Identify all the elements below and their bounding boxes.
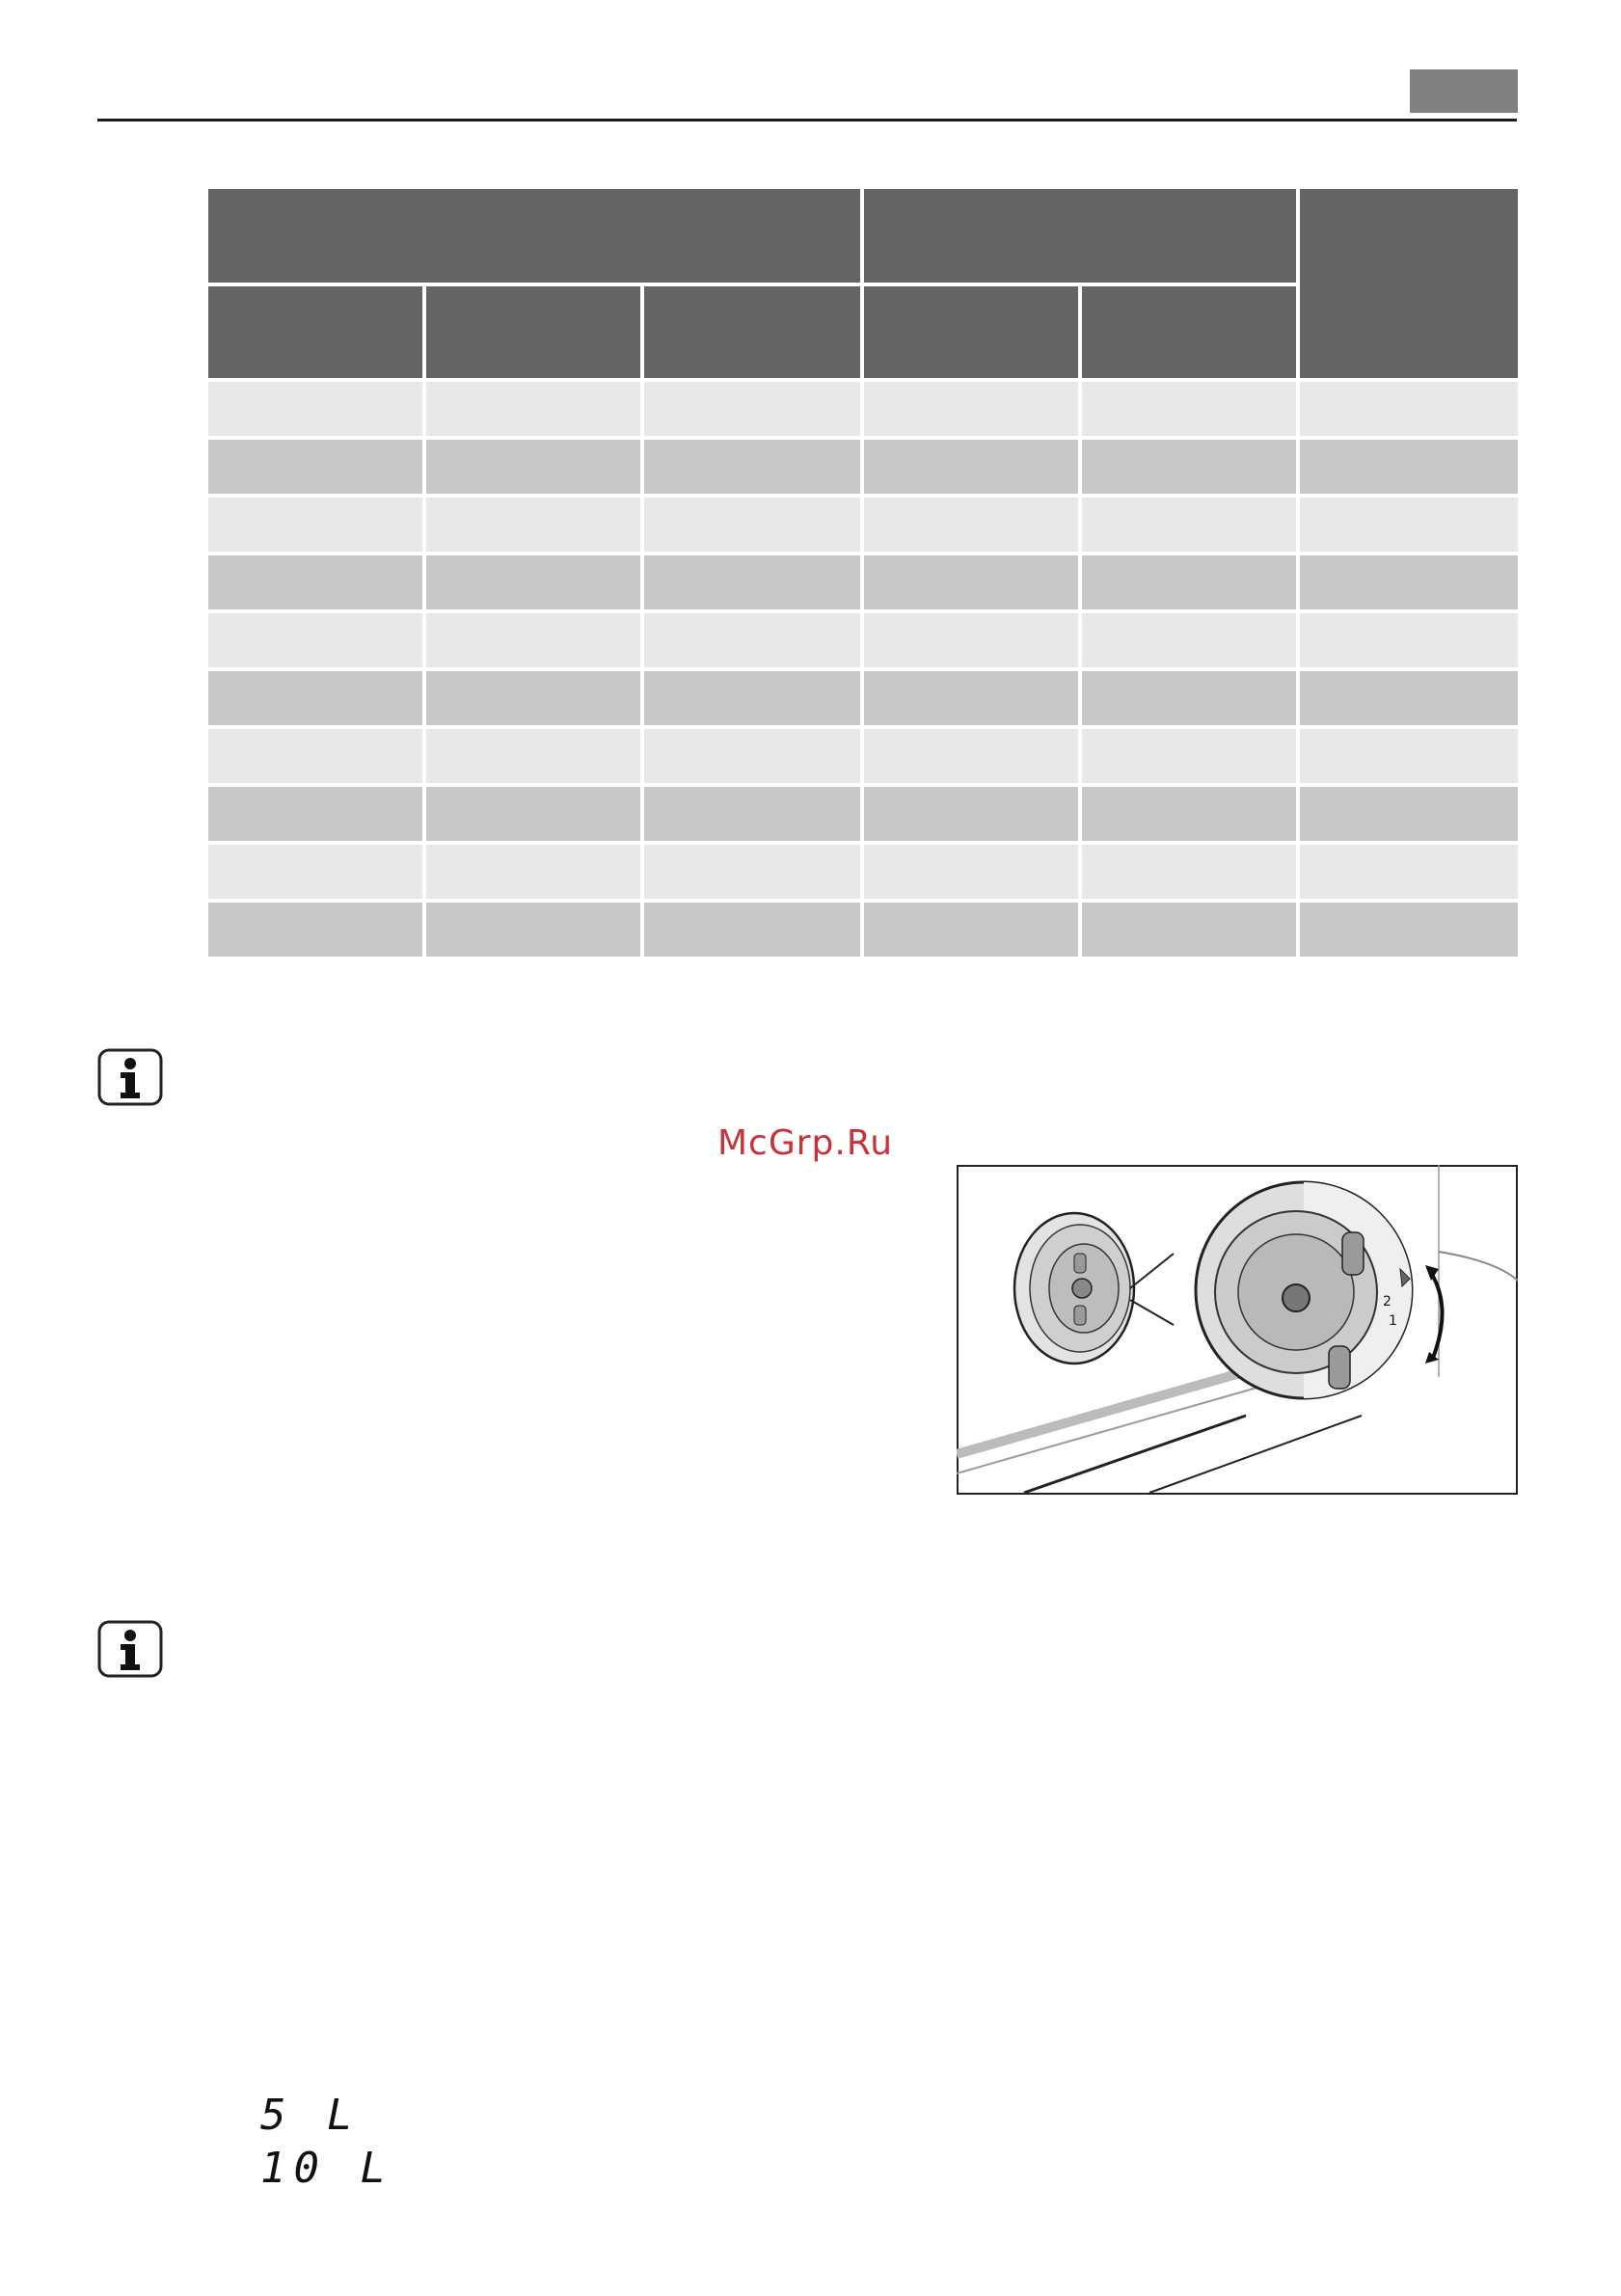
table-cell bbox=[1300, 671, 1518, 725]
table-cell bbox=[426, 845, 640, 899]
header-rule bbox=[97, 119, 1517, 122]
info-icon bbox=[97, 1048, 163, 1106]
table-header-group-1 bbox=[208, 189, 860, 283]
table-cell bbox=[208, 498, 422, 552]
table-cell bbox=[1082, 845, 1296, 899]
table-cell bbox=[864, 729, 1078, 783]
table-cell bbox=[208, 382, 422, 436]
table-cell bbox=[208, 555, 422, 609]
table-cell bbox=[1300, 845, 1518, 899]
table-cell bbox=[1082, 440, 1296, 494]
table-cell bbox=[426, 613, 640, 667]
table-cell bbox=[1082, 498, 1296, 552]
table-cell bbox=[208, 613, 422, 667]
table-cell bbox=[1082, 382, 1296, 436]
table-cell bbox=[208, 440, 422, 494]
table-cell bbox=[644, 903, 860, 957]
table-cell bbox=[1300, 382, 1518, 436]
table-cell bbox=[1300, 729, 1518, 783]
table-header-group-2 bbox=[864, 189, 1296, 283]
table-cell bbox=[644, 498, 860, 552]
table-cell bbox=[1300, 787, 1518, 841]
table-cell bbox=[426, 498, 640, 552]
softener-dial-illustration bbox=[957, 1165, 1518, 1495]
table-cell bbox=[864, 440, 1078, 494]
table-cell bbox=[644, 555, 860, 609]
table-cell bbox=[644, 729, 860, 783]
table-header-col-3 bbox=[644, 286, 860, 378]
table-cell bbox=[864, 613, 1078, 667]
table-cell bbox=[1082, 787, 1296, 841]
table-cell bbox=[1300, 903, 1518, 957]
table-cell bbox=[208, 903, 422, 957]
table-cell bbox=[208, 671, 422, 725]
table-cell bbox=[644, 613, 860, 667]
table-cell bbox=[1082, 903, 1296, 957]
info-icon bbox=[97, 1620, 163, 1678]
table-cell bbox=[426, 787, 640, 841]
small-dial bbox=[1014, 1213, 1134, 1364]
table-cell bbox=[426, 903, 640, 957]
table-cell bbox=[1300, 498, 1518, 552]
table-header-col-5 bbox=[1082, 286, 1296, 378]
table-cell bbox=[644, 671, 860, 725]
table-cell bbox=[1082, 613, 1296, 667]
table-header-col-2 bbox=[426, 286, 640, 378]
table-cell bbox=[864, 787, 1078, 841]
table-cell bbox=[1082, 729, 1296, 783]
table-cell bbox=[644, 787, 860, 841]
table-cell bbox=[208, 845, 422, 899]
table-header-setting bbox=[1300, 189, 1518, 378]
table-cell bbox=[644, 845, 860, 899]
dial-label-1: 1 bbox=[1389, 1313, 1397, 1329]
watermark: McGrp.Ru bbox=[717, 1123, 894, 1163]
table-cell bbox=[864, 845, 1078, 899]
table-cell bbox=[864, 555, 1078, 609]
table-cell bbox=[208, 787, 422, 841]
dial-label-2: 2 bbox=[1383, 1294, 1391, 1310]
table-cell bbox=[864, 671, 1078, 725]
display-reading-5l: 5 L bbox=[260, 2091, 361, 2140]
table-cell bbox=[1082, 671, 1296, 725]
table-cell bbox=[426, 555, 640, 609]
table-cell bbox=[864, 903, 1078, 957]
table-cell bbox=[1300, 555, 1518, 609]
table-cell bbox=[426, 382, 640, 436]
table-header-col-1 bbox=[208, 286, 422, 378]
table-cell bbox=[1300, 440, 1518, 494]
table-cell bbox=[426, 440, 640, 494]
table-cell bbox=[426, 671, 640, 725]
table-cell bbox=[1082, 555, 1296, 609]
table-cell bbox=[644, 382, 860, 436]
table-cell bbox=[864, 382, 1078, 436]
table-cell bbox=[1300, 613, 1518, 667]
table-header-col-4 bbox=[864, 286, 1078, 378]
language-tab bbox=[1410, 69, 1518, 113]
display-reading-10l: 10 L bbox=[260, 2144, 393, 2193]
table-cell bbox=[644, 440, 860, 494]
table-cell bbox=[426, 729, 640, 783]
table-cell bbox=[864, 498, 1078, 552]
table-cell bbox=[208, 729, 422, 783]
